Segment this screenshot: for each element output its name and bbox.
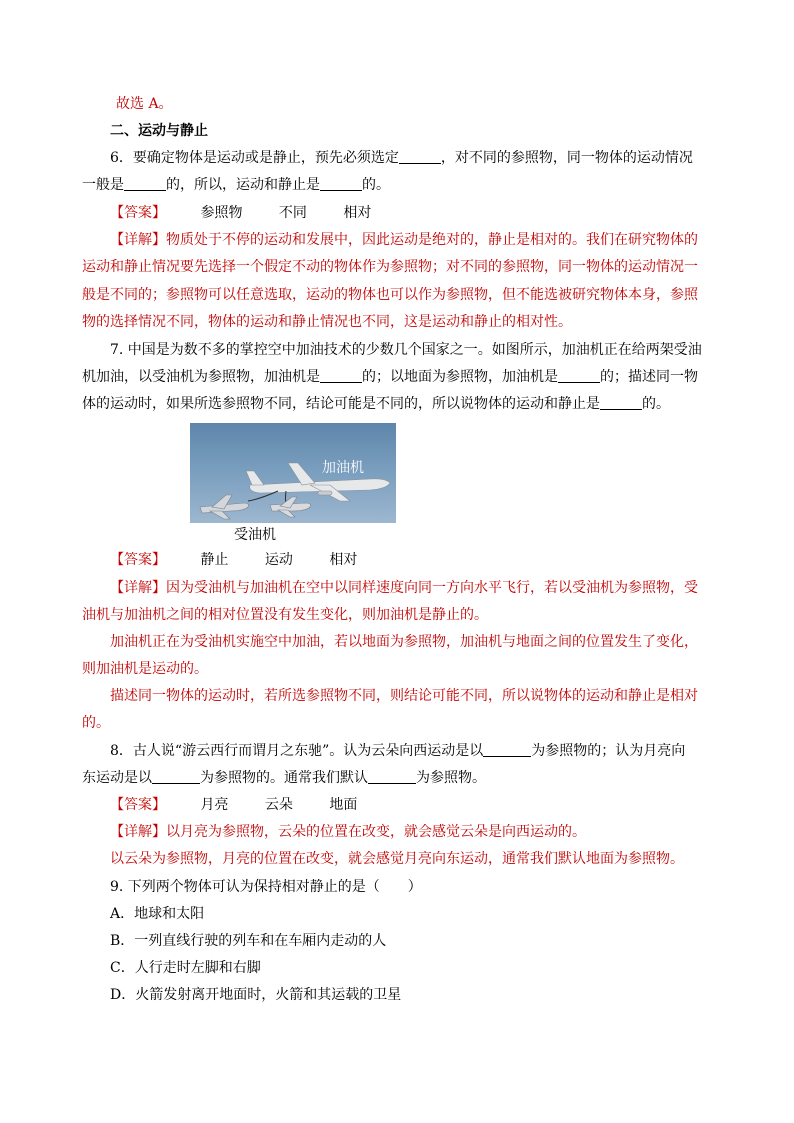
q7-line3 bbox=[82, 394, 670, 414]
q7-text: 体的运动时，如果所选参照物不同，结论可能是不同的，所以说物体的运动和静止是 bbox=[82, 396, 600, 412]
section-title: 二、运动与静止 bbox=[110, 123, 208, 139]
answer-value: 云朵 bbox=[264, 797, 293, 813]
answer-value: 静止 bbox=[200, 552, 229, 568]
q7-detail-line: 加油机正在为受油机实施空中加油，若以地面为参照物，加油机与地面之间的位置发生了变化， bbox=[110, 634, 698, 650]
refueling-photo bbox=[190, 423, 396, 523]
q7-text: 的；描述同一物 bbox=[600, 369, 698, 385]
answer-label: 【答案】 bbox=[110, 205, 166, 221]
q6-line1 bbox=[110, 148, 693, 168]
q7-text: 的；以地面为参照物，加油机是 bbox=[362, 369, 558, 385]
q6-detail-line: 运动和静止情况要先选择一个假定不动的物体作为参照物；对不同的参照物，同一物体的运动情况一 bbox=[82, 259, 698, 275]
q8-detail-line: 以云朵为参照物，月亮的位置在改变，就会感觉月亮向东运动，通常我们默认地面为参照物。 bbox=[110, 851, 684, 867]
answer-label: 【答案】 bbox=[110, 552, 166, 568]
q8-text: 为参照物的；认为月亮向 bbox=[531, 743, 686, 759]
answer-blank bbox=[124, 176, 166, 191]
q6-line2 bbox=[82, 175, 390, 195]
q8-line2 bbox=[82, 768, 486, 788]
q8-detail-line bbox=[110, 822, 586, 842]
answer-blank bbox=[368, 769, 416, 784]
q7-text: 的。 bbox=[642, 396, 670, 412]
q7-detail-line: 则加油机是运动的。 bbox=[82, 661, 208, 677]
answer-value: 地面 bbox=[329, 797, 358, 813]
q6-text: 的。 bbox=[362, 177, 390, 193]
q6-text: ，对不同的参照物，同一物体的运动情况 bbox=[440, 150, 693, 166]
aircraft-illustration bbox=[190, 423, 396, 523]
q8-text: 为参照物。 bbox=[416, 770, 486, 786]
receiver-jet-icon bbox=[200, 495, 249, 519]
answer-value: 不同 bbox=[278, 205, 307, 221]
answer-value: 参照物 bbox=[200, 205, 243, 221]
prev-conclusion: 故选 A。 bbox=[116, 96, 173, 112]
q7-line2 bbox=[82, 367, 698, 387]
q8-answer bbox=[110, 795, 357, 815]
q6-text: 的，所以，运动和静止是 bbox=[166, 177, 320, 193]
q9-stem: 9. 下列两个物体可认为保持相对静止的是（ ） bbox=[110, 879, 422, 895]
q9-option-a: A．地球和太阳 bbox=[110, 906, 205, 922]
answer-blank bbox=[320, 176, 362, 191]
q7-line1: 7. 中国是为数不多的掌控空中加油技术的少数几个国家之一。如图所示，加油机正在给两架受油 bbox=[110, 342, 702, 358]
q8-line1 bbox=[110, 741, 685, 761]
q6-detail-line: 般是不同的；参照物可以任意选取，运动的物体也可以作为参照物，但不能选被研究物体本身，参照 bbox=[82, 287, 698, 303]
q7-detail-line bbox=[110, 578, 698, 598]
detail-label: 【详解】 bbox=[110, 232, 166, 248]
answer-blank bbox=[558, 368, 600, 383]
detail-text: 以月亮为参照物，云朵的位置在改变，就会感觉云朵是向西运动的。 bbox=[166, 824, 586, 840]
receiver-caption: 受油机 bbox=[234, 527, 276, 543]
detail-label: 【详解】 bbox=[110, 824, 166, 840]
q7-detail-line: 油机与加油机之间的相对位置没有发生变化，则加油机是静止的。 bbox=[82, 607, 488, 623]
answer-value: 运动 bbox=[264, 552, 293, 568]
q8-text: 东运动是以 bbox=[82, 770, 152, 786]
detail-label: 【详解】 bbox=[110, 580, 166, 596]
answer-value: 相对 bbox=[343, 205, 372, 221]
q6-detail-line: 物的选择情况不同，物体的运动和静止情况也不同，这是运动和静止的相对性。 bbox=[82, 314, 572, 330]
answer-value: 月亮 bbox=[200, 797, 229, 813]
q7-text: 机加油，以受油机为参照物，加油机是 bbox=[82, 369, 320, 385]
q8-text: 8．古人说“游云西行而谓月之东驰”。认为云朵向西运动是以 bbox=[110, 743, 484, 759]
answer-blank bbox=[320, 368, 362, 383]
tanker-label: 加油机 bbox=[322, 460, 364, 476]
receiver-jet-icon bbox=[270, 497, 311, 517]
q7-detail-line: 描述同一物体的运动时，若所选参照物不同，则结论可能不同，所以说物体的运动和静止是相对 bbox=[110, 688, 698, 704]
q7-detail-line: 的。 bbox=[82, 715, 110, 731]
answer-blank bbox=[399, 149, 441, 164]
q9-option-c: C．人行走时左脚和右脚 bbox=[110, 960, 261, 976]
detail-text: 因为受油机与加油机在空中以同样速度向同一方向水平飞行，若以受油机为参照物，受 bbox=[166, 580, 698, 596]
answer-blank bbox=[152, 769, 200, 784]
q9-option-d: D．火箭发射离开地面时，火箭和其运载的卫星 bbox=[110, 987, 402, 1003]
detail-text: 物质处于不停的运动和发展中，因此运动是绝对的，静止是相对的。我们在研究物体的 bbox=[166, 232, 698, 248]
q9-option-b: B．一列直线行驶的列车和在车厢内走动的人 bbox=[110, 933, 387, 949]
q6-detail-line bbox=[110, 230, 698, 250]
q6-answer bbox=[110, 203, 371, 223]
q8-text: 为参照物的。通常我们默认 bbox=[200, 770, 368, 786]
q7-answer bbox=[110, 550, 357, 570]
answer-blank bbox=[600, 395, 642, 410]
q6-text: 6．要确定物体是运动或是静止，预先必须选定 bbox=[110, 150, 399, 166]
answer-label: 【答案】 bbox=[110, 797, 166, 813]
answer-value: 相对 bbox=[329, 552, 358, 568]
q6-text: 一般是 bbox=[82, 177, 124, 193]
answer-blank bbox=[483, 742, 531, 757]
